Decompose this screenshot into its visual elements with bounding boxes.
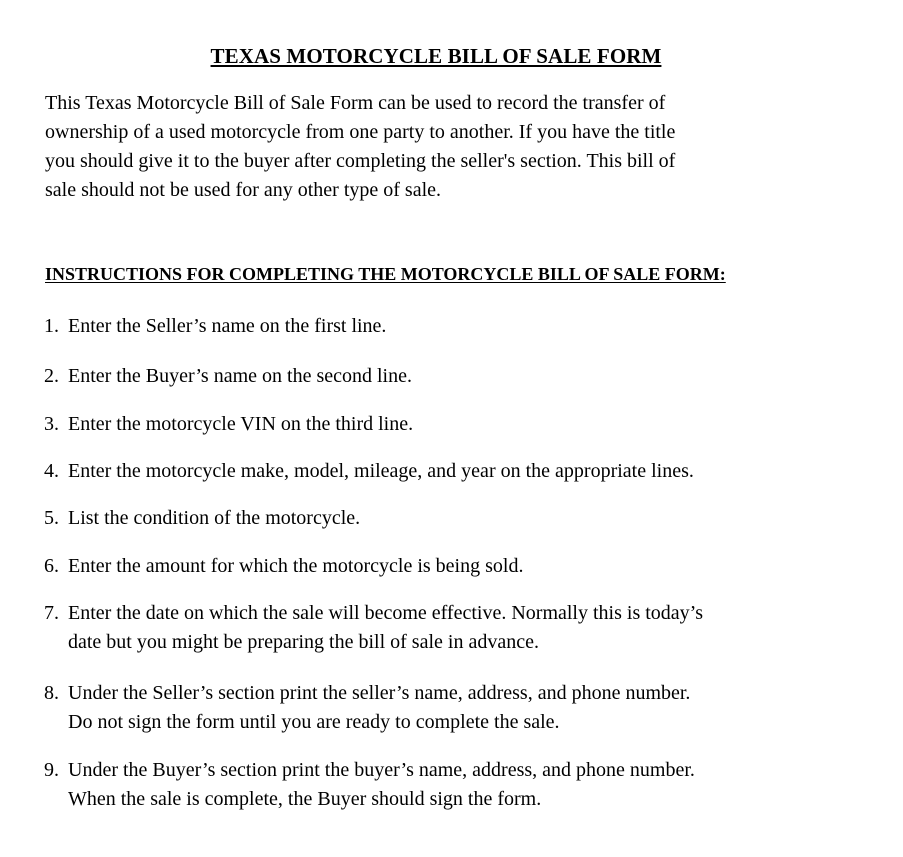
step-text: List the condition of the motorcycle. — [68, 507, 361, 529]
instruction-step-6 — [44, 552, 844, 581]
instruction-step-7 — [44, 599, 844, 657]
step-text: Do not sign the form until you are ready to complete the sale. — [68, 711, 560, 733]
step-number: 7. — [44, 602, 59, 624]
intro-line: This Texas Motorcycle Bill of Sale Form can be used to record the transfer of — [45, 92, 666, 114]
instruction-step-5 — [44, 504, 844, 533]
step-number: 3. — [44, 413, 59, 435]
step-number: 2. — [44, 365, 59, 387]
instruction-step-3 — [44, 410, 844, 439]
step-text: Enter the Seller’s name on the first line. — [68, 315, 387, 337]
step-number: 8. — [44, 682, 59, 704]
intro-paragraph — [45, 89, 835, 205]
step-number: 5. — [44, 507, 59, 529]
step-number: 1. — [44, 315, 59, 337]
instruction-step-1 — [44, 312, 844, 341]
step-number: 9. — [44, 759, 59, 781]
step-text: Enter the motorcycle make, model, mileage, and year on the appropriate lines. — [68, 460, 694, 482]
step-text: Enter the amount for which the motorcycle is being sold. — [68, 555, 524, 577]
step-text: Under the Seller’s section print the seller’s name, address, and phone number. — [68, 682, 691, 704]
step-text: When the sale is complete, the Buyer should sign the form. — [68, 788, 542, 810]
intro-line: ownership of a used motorcycle from one party to another. If you have the title — [45, 121, 676, 143]
step-text: Enter the motorcycle VIN on the third line. — [68, 413, 414, 435]
instruction-step-2 — [44, 362, 844, 391]
step-text: date but you might be preparing the bill of sale in advance. — [68, 631, 539, 653]
instruction-step-4 — [44, 457, 844, 486]
step-text: Enter the date on which the sale will become effective. Normally this is today’s — [68, 602, 703, 624]
document-title: TEXAS MOTORCYCLE BILL OF SALE FORM — [210, 44, 662, 68]
intro-line: sale should not be used for any other type of sale. — [45, 179, 442, 201]
instructions-heading: INSTRUCTIONS FOR COMPLETING THE MOTORCYCLE BILL OF SALE FORM: — [45, 264, 726, 284]
intro-line: you should give it to the buyer after completing the seller's section. This bill of — [45, 150, 676, 172]
step-text: Under the Buyer’s section print the buyer’s name, address, and phone number. — [68, 759, 695, 781]
step-number: 6. — [44, 555, 59, 577]
instruction-step-8 — [44, 679, 844, 737]
instruction-step-9 — [44, 756, 844, 814]
step-text: Enter the Buyer’s name on the second line. — [68, 365, 412, 387]
step-number: 4. — [44, 460, 59, 482]
